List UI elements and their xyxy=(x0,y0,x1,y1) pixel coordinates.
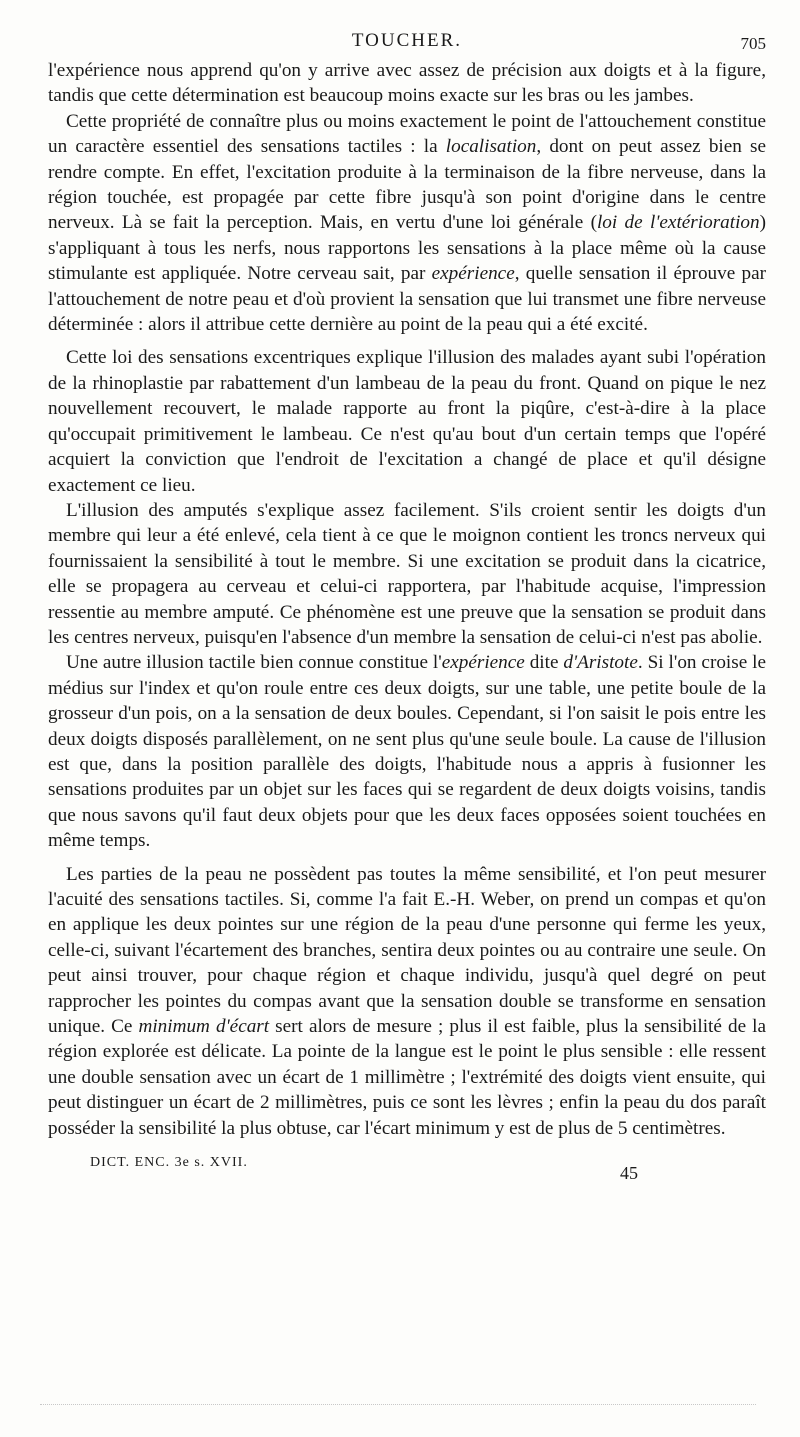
page-footer xyxy=(48,1155,766,1185)
paragraph-2: Cette propriété de connaître plus ou moins exactement le point de l'attouchement constitue un caractère essentiel des sensations tactiles : la localisation, dont on peut assez bien se rendre compte. En effet, l'excitation produite à la terminaison de la fibre nerveuse, dans la région touchée, est propagée par cette fibre jusqu'à son point d'origine dans le centre nerveux. Là se fait la perception. Mais, en vertu d'une loi générale (loi de l'extérioration) s'appliquant à tous les nerfs, nous rapportons les sensations à la place même où la cause stimulante est appliquée. Notre cerveau sait, par expérience, quelle sensation il éprouve par l'attouchement de notre peau et d'où provient la sensation que lui transmet une fibre nerveuse déterminée : alors il attribue cette dernière au point de la peau qui a été excité. xyxy=(48,110,766,336)
paragraph-3: Cette loi des sensations excentriques explique l'illusion des malades ayant subi l'opération de la rhinoplastie par rabattement d'un lambeau de la peau du front. Quand on pique le nez nouvellement recouvert, le malade rapporte au front la piqûre, c'est-à-dire à la place qu'occupait primitivement le lambeau. Ce n'est qu'au bout d'un certain temps que l'opéré acquiert la conviction que l'endroit de l'excitation a changé de place et qu'il désigne exactement ce lieu. xyxy=(48,347,766,496)
running-title: TOUCHER. xyxy=(351,30,463,51)
body-text xyxy=(48,58,766,1141)
italic-term: loi de l'extérioration xyxy=(596,212,760,234)
italic-term: localisation xyxy=(445,136,537,158)
paragraph-4: L'illusion des amputés s'explique assez facilement. S'ils croient sentir les doigts d'un membre qui leur a été enlevé, cela tient à ce que le moignon contient les troncs nerveux qui fournissaient la sensibilité à tout le membre. Si une excitation se produit dans la cicatrice, elle se propagera au cerveau et celui-ci rapportera, par l'habitude acquise, l'impression ressentie au membre amputé. Ce phénomène est une preuve que la sensation se produit dans les centres nerveux, puisqu'en l'absence d'un membre la sensation de celui-ci n'est pas abolie. xyxy=(48,499,766,648)
italic-term: expérience xyxy=(431,263,515,285)
italic-term: d'Aristote xyxy=(563,652,638,674)
page-number: 705 xyxy=(740,34,766,53)
paragraph-1: l'expérience nous apprend qu'on y arrive avec assez de précision aux doigts et à la figure, tandis que cette détermination est beaucoup moins exacte sur les bras ou les jambes. xyxy=(48,60,766,107)
paragraph-5: Une autre illusion tactile bien connue constitue l'expérience dite d'Aristote. Si l'on croise le médius sur l'index et qu'on roule entre ces deux doigts, sur une table, une petite boule de la grosseur d'un pois, on a la sensation de deux boules. Cependant, si l'on saisit le pois entre les deux doigts disposés parallèlement, on ne sent plus qu'une seule boule. La cause de l'illusion est que, dans la position parallèle des doigts, l'habitude nous a appris à fusionner les sensations produites par un objet sur les faces qui se regardent de deux doigts voisins, tandis que nous savons qu'il faut deux objets pour que les deux faces opposées soient touchées en même temps. xyxy=(48,652,767,852)
bottom-rule xyxy=(40,1404,756,1405)
page xyxy=(48,28,766,1185)
printer-signature: DICT. ENC. 3e s. XVII. xyxy=(90,1155,248,1171)
paragraph-6: Les parties de la peau ne possèdent pas toutes la même sensibilité, et l'on peut mesurer l'acuité des sensations tactiles. Si, comme l'a fait E.-H. Weber, on prend un compas et qu'on en applique les deux pointes sur une région de la peau d'une personne qui ferme les yeux, celle-ci, suivant l'écartement des branches, sentira deux pointes ou au contraire une seule. On peut ainsi trouver, pour chaque région et chaque individu, jusqu'à quel degré on peut rapprocher les pointes du compas avant que la sensation double se transforme en sensation unique. Ce minimum d'écart sert alors de mesure ; plus il est faible, plus la sensibilité de la région explorée est délicate. La pointe de la langue est le point le plus sensible : elle ressent une double sensation avec un écart de 1 millimètre ; l'extrémité des doigts vient ensuite, qui peut distinguer un écart de 2 millimètres, puis ce sont les lèvres ; enfin la peau du dos paraît posséder la sensibilité la plus obtuse, car l'écart minimum y est de plus de 5 centimètres. xyxy=(48,863,766,1139)
italic-term: expérience xyxy=(441,652,525,674)
italic-term: minimum d'écart xyxy=(138,1016,270,1038)
running-head xyxy=(48,28,766,58)
sheet-number: 45 xyxy=(620,1163,638,1184)
